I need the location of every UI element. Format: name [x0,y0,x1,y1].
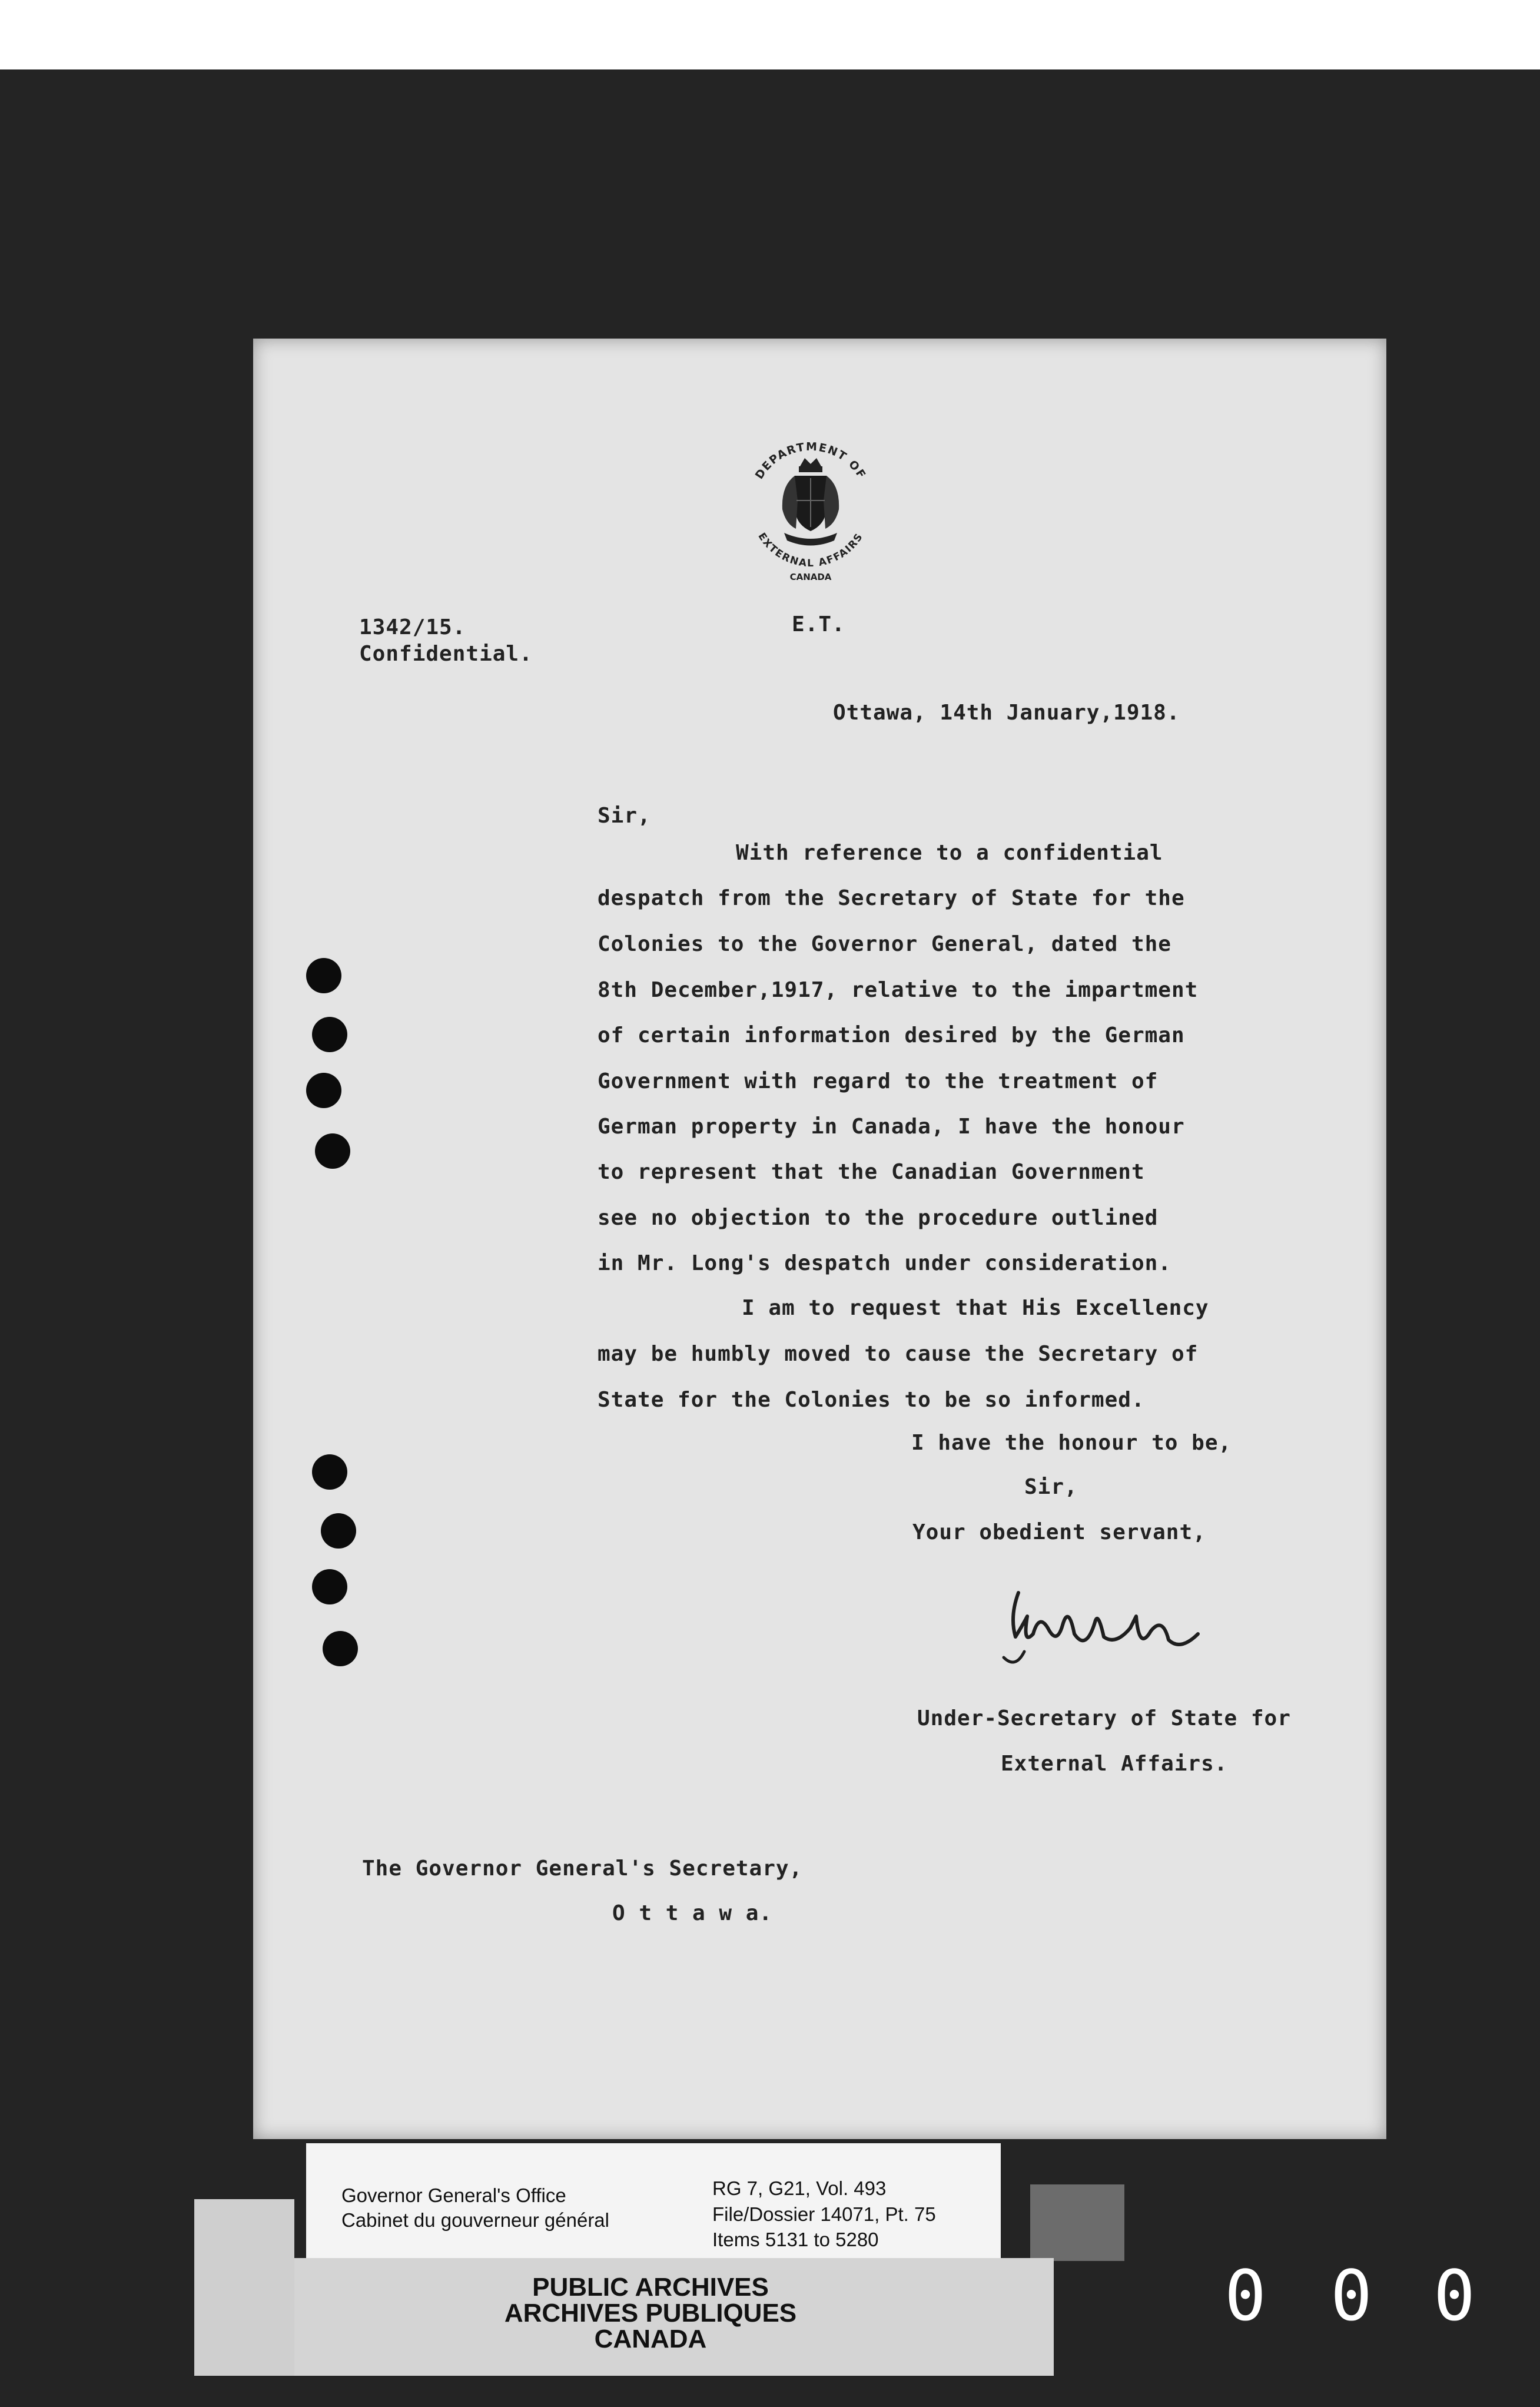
stamp-line: CANADA [594,2325,707,2353]
frame-digit: 0 [1224,2255,1267,2336]
addressee-line: The Governor General's Secretary, [362,1856,803,1881]
label-tab-right [1030,2184,1124,2261]
frame-number [1213,2255,1519,2343]
salutation: Sir, [598,804,651,828]
body-line: With reference to a confidential [736,841,1163,865]
binder-hole [312,1454,347,1490]
handwritten-signature [992,1581,1233,1687]
body-line: despatch from the Secretary of State for the [598,886,1185,910]
frame-digit: 0 [1433,2255,1476,2336]
date-line: Ottawa, 14th January,1918. [833,701,1180,725]
seal-top-text: DEPARTMENT OF [752,440,869,482]
body-line: to represent that the Canadian Government [598,1160,1145,1184]
closing-line: I have the honour to be, [911,1431,1232,1455]
seal-country-text: CANADA [789,572,832,582]
closing-line: Sir, [1024,1475,1078,1499]
file-dossier: File/Dossier 14071, Pt. 75 [712,2203,936,2225]
reference-number: 1342/15. [359,615,466,639]
binder-hole [306,1073,341,1108]
binder-hole [315,1133,350,1169]
department-seal [734,430,887,583]
body-line: in Mr. Long's despatch under consideration. [598,1251,1171,1275]
binder-hole [312,1569,347,1604]
svg-text:DEPARTMENT OF [753,440,869,482]
archive-label [306,2143,1001,2267]
signature-title: External Affairs. [1001,1752,1228,1776]
letter-page [253,339,1386,2139]
body-line: German property in Canada, I have the honour [598,1115,1185,1139]
coat-of-arms-icon [782,458,839,546]
archives-stamp [294,2258,1054,2376]
frame-digit: 0 [1330,2255,1373,2336]
seal-bottom-text: EXTERNAL AFFAIRS [755,531,866,570]
initials: E.T. [792,612,845,636]
top-margin-strip [0,0,1540,69]
signature-title: Under-Secretary of State for [917,1706,1291,1730]
addressee-line: O t t a w a. [612,1901,773,1925]
stamp-line: ARCHIVES PUBLIQUES [504,2299,797,2328]
body-line: see no objection to the procedure outlined [598,1206,1159,1230]
body-line: of certain information desired by the German [598,1023,1185,1047]
office-english: Governor General's Office [341,2184,566,2206]
body-line: Colonies to the Governor General, dated the [598,932,1171,956]
record-group: RG 7, G21, Vol. 493 [712,2177,887,2199]
stamp-line: PUBLIC ARCHIVES [532,2273,769,2302]
office-french: Cabinet du gouverneur général [341,2209,609,2231]
body-line: may be humbly moved to cause the Secretary of [598,1342,1199,1366]
classification: Confidential. [359,642,533,666]
body-line: 8th December,1917, relative to the impartment [598,978,1199,1002]
body-line: Government with regard to the treatment of [598,1069,1159,1093]
items-range: Items 5131 to 5280 [712,2229,879,2250]
binder-hole [323,1631,358,1666]
binder-hole [312,1017,347,1052]
body-line: I am to request that His Excellency [742,1296,1209,1320]
svg-text:EXTERNAL AFFAIRS [755,531,865,570]
binder-hole [306,958,341,993]
closing-line: Your obedient servant, [912,1520,1206,1544]
body-line: State for the Colonies to be so informed. [598,1388,1145,1412]
binder-hole [321,1513,356,1549]
